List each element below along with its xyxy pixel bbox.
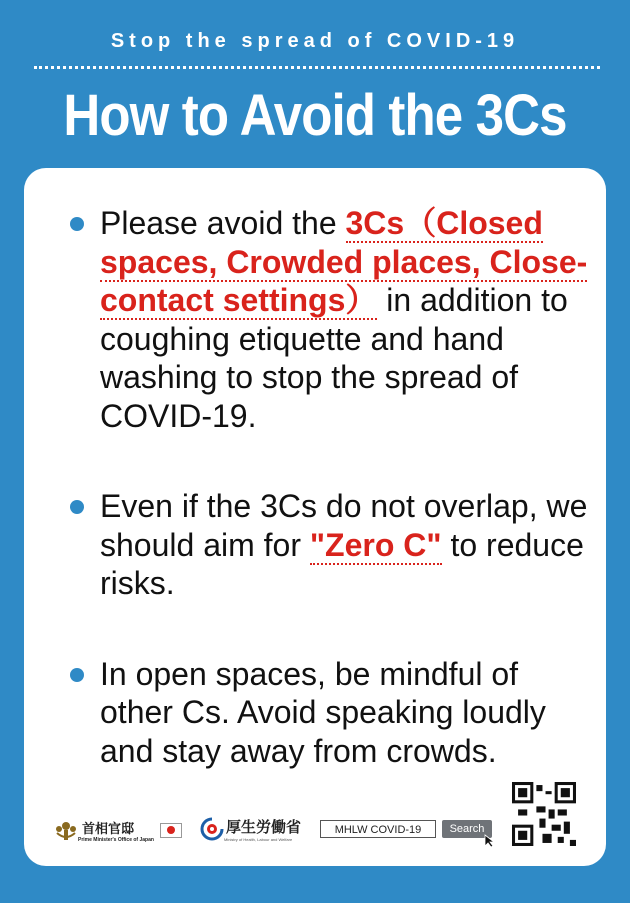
page-title: How to Avoid the 3Cs	[63, 83, 567, 148]
pmo-name-ja: 首相官邸	[82, 821, 135, 836]
bullet-text: In open spaces, be mindful of other Cs. Avoid speaking loudly and stay away from crowds.	[100, 655, 546, 769]
mhlw-logo	[200, 816, 301, 842]
search-input[interactable]: MHLW COVID-19	[320, 820, 436, 838]
bullet-text: Even if the 3Cs do not overlap, we should aim for	[100, 488, 588, 563]
dotted-divider	[34, 66, 600, 69]
bullet-dot-icon	[70, 500, 84, 514]
bullet-text: Please avoid the	[100, 205, 346, 241]
japan-flag-icon	[160, 823, 182, 838]
pmo-logo	[54, 818, 182, 843]
cursor-icon	[484, 834, 496, 848]
footer	[24, 774, 606, 854]
header-subtitle: Stop the spread of COVID-19	[110, 30, 520, 52]
list-item	[48, 487, 588, 603]
bullet-dot-icon	[70, 668, 84, 682]
bullet-list	[48, 204, 588, 822]
bullet-dot-icon	[70, 217, 84, 231]
list-item	[48, 204, 588, 435]
list-item	[48, 655, 588, 771]
mhlw-name-ja: 厚生労働省	[226, 819, 302, 836]
bullet-highlight: 3Cs（Closed spaces, Crowded places, Close-contact settings）	[100, 205, 588, 318]
bullet-highlight: "Zero C"	[309, 526, 442, 563]
content-card	[24, 168, 606, 866]
qr-code-icon	[512, 782, 576, 846]
mhlw-logo-icon	[200, 817, 224, 841]
bullet-text-end: to reduce risks.	[100, 526, 584, 601]
pmo-name-en: Prime Minister's Office of Japan	[78, 837, 154, 843]
government-emblem-icon	[54, 821, 78, 841]
bullet-text-end: in addition to coughing etiquette and hand washing to stop the spread of COVID-19.	[100, 282, 568, 434]
search-button[interactable]: Search	[442, 820, 492, 838]
mhlw-name-en: Ministry of Health, Labour and Welfare	[224, 837, 293, 842]
